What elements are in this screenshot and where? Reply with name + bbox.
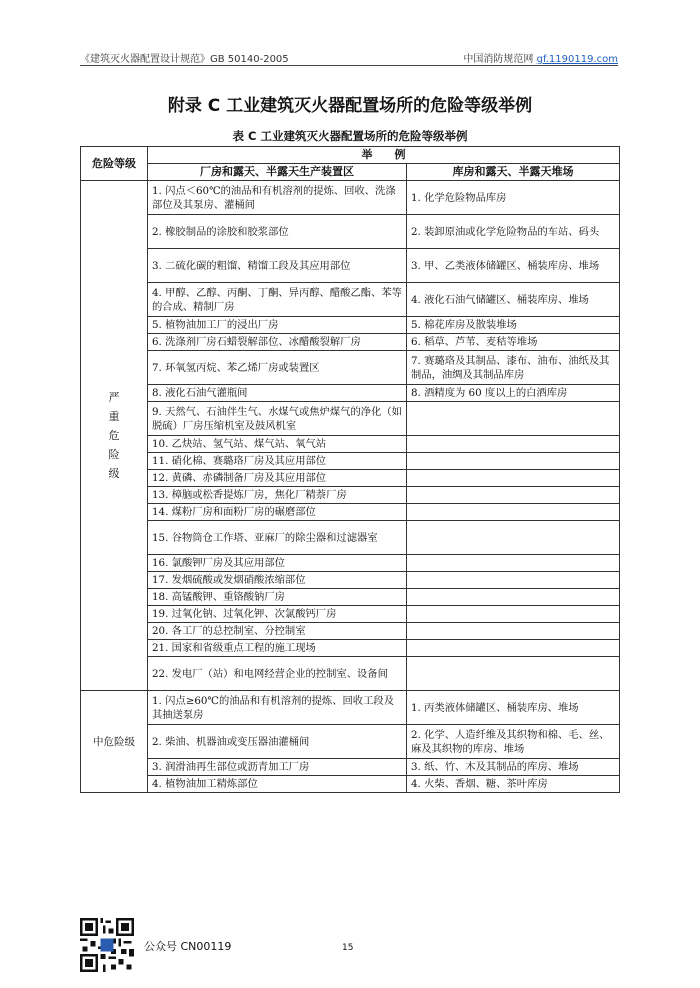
factory-example-cell: 3. 二硫化碳的粗馏、精馏工段及其应用部位 xyxy=(148,249,407,283)
table-body xyxy=(81,181,620,793)
qr-code xyxy=(80,918,134,972)
level-char: 重 xyxy=(108,410,120,423)
storage-example-cell: 2. 化学、人造纤维及其织物和棉、毛、丝、麻及其织物的库房、堆场 xyxy=(407,725,620,759)
table-row xyxy=(81,759,620,776)
storage-example-cell xyxy=(407,402,620,436)
header-divider xyxy=(80,65,618,66)
level-cell-medium: 中危险级 xyxy=(81,691,148,793)
table-row xyxy=(81,572,620,589)
page-number: 15 xyxy=(342,943,354,953)
storage-example-cell: 3. 甲、乙类液体储罐区、桶装库房、堆场 xyxy=(407,249,620,283)
table-row xyxy=(81,249,620,283)
table-row xyxy=(81,623,620,640)
table-row xyxy=(81,487,620,504)
factory-example-cell: 12. 黄磷、赤磷制备厂房及其应用部位 xyxy=(148,470,407,487)
factory-example-cell: 20. 各工厂的总控制室、分控制室 xyxy=(148,623,407,640)
storage-example-cell xyxy=(407,453,620,470)
storage-example-cell xyxy=(407,623,620,640)
table-row xyxy=(81,334,620,351)
factory-example-cell: 16. 氯酸钾厂房及其应用部位 xyxy=(148,555,407,572)
storage-example-cell xyxy=(407,504,620,521)
table-row xyxy=(81,317,620,334)
table-row xyxy=(81,657,620,691)
storage-example-cell xyxy=(407,521,620,555)
table-row xyxy=(81,555,620,572)
storage-example-cell xyxy=(407,487,620,504)
page-footer xyxy=(80,918,620,978)
factory-example-cell: 21. 国家和省级重点工程的施工现场 xyxy=(148,640,407,657)
hazard-level-table xyxy=(80,146,620,793)
table-row xyxy=(81,521,620,555)
col-header-level: 危险等级 xyxy=(81,147,148,181)
header-site-name: 中国消防规范网 xyxy=(463,54,537,65)
factory-example-cell: 11. 硝化棉、赛璐珞厂房及其应用部位 xyxy=(148,453,407,470)
table-row xyxy=(81,470,620,487)
col-header-factory: 厂房和露天、半露天生产装置区 xyxy=(148,164,407,181)
factory-example-cell: 15. 谷物筒仓工作塔、亚麻厂的除尘器和过滤器室 xyxy=(148,521,407,555)
col-header-examples: 举 例 xyxy=(148,147,620,164)
factory-example-cell: 8. 液化石油气灌瓶间 xyxy=(148,385,407,402)
factory-example-cell: 2. 柴油、机器油或变压器油灌桶间 xyxy=(148,725,407,759)
factory-example-cell: 7. 环氧氢丙烷、苯乙烯厂房或装置区 xyxy=(148,351,407,385)
col-header-storage: 库房和露天、半露天堆场 xyxy=(407,164,620,181)
level-char: 严 xyxy=(108,391,120,404)
storage-example-cell: 2. 装卸原油或化学危险物品的车站、码头 xyxy=(407,215,620,249)
factory-example-cell: 13. 樟脑或松香提炼厂房，焦化厂精萘厂房 xyxy=(148,487,407,504)
table-row xyxy=(81,589,620,606)
table-row xyxy=(81,385,620,402)
storage-example-cell xyxy=(407,572,620,589)
table-row xyxy=(81,181,620,215)
storage-example-cell xyxy=(407,436,620,453)
storage-example-cell: 5. 棉花库房及散装堆场 xyxy=(407,317,620,334)
table-row xyxy=(81,504,620,521)
header-site-link[interactable]: gf.1190119.com xyxy=(536,54,618,65)
storage-example-cell xyxy=(407,640,620,657)
table-row xyxy=(81,215,620,249)
factory-example-cell: 3. 润滑油再生部位或沥青加工厂房 xyxy=(148,759,407,776)
table-row xyxy=(81,283,620,317)
factory-example-cell: 22. 发电厂（站）和电网经营企业的控制室、设备间 xyxy=(148,657,407,691)
storage-example-cell: 7. 赛璐珞及其制品、漆布、油布、油纸及其制品，油绸及其制品库房 xyxy=(407,351,620,385)
storage-example-cell: 6. 稻草、芦苇、麦秸等堆场 xyxy=(407,334,620,351)
factory-example-cell: 17. 发烟硫酸或发烟硝酸浓缩部位 xyxy=(148,572,407,589)
storage-example-cell xyxy=(407,657,620,691)
factory-example-cell: 4. 植物油加工精炼部位 xyxy=(148,776,407,793)
factory-example-cell: 2. 橡胶制品的涂胶和胶浆部位 xyxy=(148,215,407,249)
level-cell-severe xyxy=(81,181,148,691)
storage-example-cell: 1. 化学危险物品库房 xyxy=(407,181,620,215)
level-char: 危 xyxy=(108,429,120,442)
table-row xyxy=(81,402,620,436)
storage-example-cell xyxy=(407,589,620,606)
factory-example-cell: 5. 植物油加工厂的浸出厂房 xyxy=(148,317,407,334)
wechat-account: 公众号 CN00119 xyxy=(144,940,232,953)
storage-example-cell: 4. 液化石油气储罐区、桶装库房、堆场 xyxy=(407,283,620,317)
factory-example-cell: 4. 甲醇、乙醇、丙酮、丁酮、异丙醇、醋酸乙酯、苯等的合成、精制厂房 xyxy=(148,283,407,317)
table-row xyxy=(81,691,620,725)
table-row xyxy=(81,776,620,793)
table-row xyxy=(81,436,620,453)
factory-example-cell: 14. 煤粉厂房和面粉厂房的碾磨部位 xyxy=(148,504,407,521)
table-row xyxy=(81,351,620,385)
storage-example-cell: 8. 酒精度为 60 度以上的白酒库房 xyxy=(407,385,620,402)
storage-example-cell: 3. 纸、竹、木及其制品的库房、堆场 xyxy=(407,759,620,776)
factory-example-cell: 9. 天然气、石油伴生气、水煤气或焦炉煤气的净化（如脱硫）厂房压缩机室及鼓风机室 xyxy=(148,402,407,436)
storage-example-cell xyxy=(407,470,620,487)
table-row xyxy=(81,606,620,623)
storage-example-cell xyxy=(407,555,620,572)
table-row xyxy=(81,725,620,759)
level-char: 险 xyxy=(108,448,120,461)
storage-example-cell: 1. 丙类液体储罐区、桶装库房、堆场 xyxy=(407,691,620,725)
header-site xyxy=(463,50,618,65)
table-row xyxy=(81,640,620,657)
level-char: 级 xyxy=(108,467,120,480)
factory-example-cell: 10. 乙炔站、氢气站、煤气站、氧气站 xyxy=(148,436,407,453)
factory-example-cell: 1. 闪点＜60℃的油品和有机溶剂的提炼、回收、洗涤部位及其泵房、灌桶间 xyxy=(148,181,407,215)
storage-example-cell: 4. 火柴、香烟、糖、茶叶库房 xyxy=(407,776,620,793)
factory-example-cell: 6. 洗涤剂厂房石蜡裂解部位、冰醋酸裂解厂房 xyxy=(148,334,407,351)
factory-example-cell: 18. 高锰酸钾、重铬酸钠厂房 xyxy=(148,589,407,606)
table-caption: 表 C 工业建筑灭火器配置场所的危险等级举例 xyxy=(232,129,468,143)
factory-example-cell: 19. 过氧化钠、过氧化钾、次氯酸钙厂房 xyxy=(148,606,407,623)
page-title: 附录 C 工业建筑灭火器配置场所的危险等级举例 xyxy=(167,96,533,116)
table-row xyxy=(81,453,620,470)
factory-example-cell: 1. 闪点≥60℃的油品和有机溶剂的提炼、回收工段及其抽送泵房 xyxy=(148,691,407,725)
header-standard-title: 《建筑灭火器配置设计规范》GB 50140-2005 xyxy=(80,54,289,65)
storage-example-cell xyxy=(407,606,620,623)
